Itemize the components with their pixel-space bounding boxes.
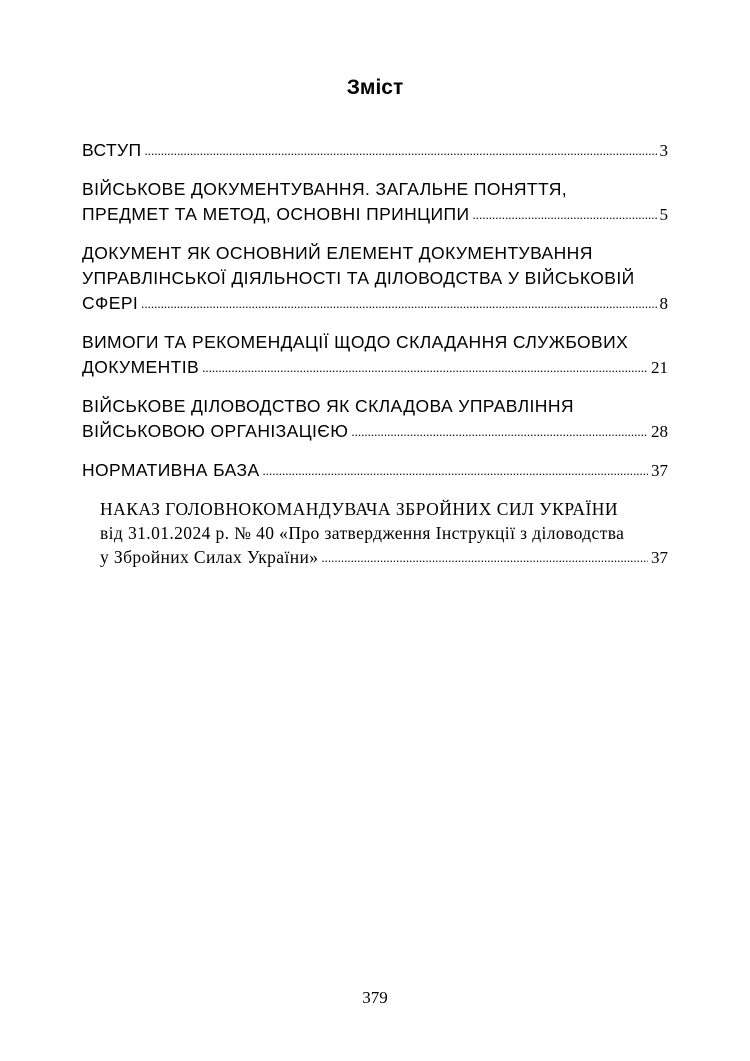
toc-entry-military-records[interactable]	[82, 394, 668, 445]
toc-entry-requirements[interactable]	[82, 330, 668, 381]
toc-entry-military-documentation[interactable]	[82, 177, 668, 228]
toc-entry-text: СФЕРІ	[82, 293, 139, 313]
toc-page-number: 8	[659, 294, 668, 313]
toc-entry-intro[interactable]	[82, 138, 668, 164]
toc-page-number: 3	[659, 141, 668, 160]
toc-entry-text: НАКАЗ ГОЛОВНОКОМАНДУВАЧА ЗБРОЙНИХ СИЛ УКРАЇНИ	[100, 499, 619, 519]
toc-page-number: 21	[651, 358, 668, 377]
toc-page-number: 28	[651, 422, 668, 441]
dot-leader	[145, 138, 657, 163]
dot-leader	[472, 202, 656, 227]
toc-entry-text: НОРМАТИВНА БАЗА	[82, 460, 260, 480]
toc-entry-normative-base[interactable]	[82, 458, 668, 484]
toc-entry-text: ПРЕДМЕТ ТА МЕТОД, ОСНОВНІ ПРИНЦИПИ	[82, 204, 470, 224]
page-title: Зміст	[346, 76, 404, 99]
dot-leader	[321, 546, 648, 570]
toc-entry-text: УПРАВЛІНСЬКОЇ ДІЯЛЬНОСТІ ТА ДІЛОВОДСТВА У ВІЙСЬКОВІЙ	[82, 268, 635, 288]
dot-leader	[263, 458, 648, 483]
toc-entry-text: ВІЙСЬКОВЕ ДОКУМЕНТУВАННЯ. ЗАГАЛЬНЕ ПОНЯТТЯ,	[82, 179, 568, 199]
toc-entry-text: ВСТУП	[82, 140, 142, 160]
toc-page-number: 5	[659, 205, 668, 224]
table-of-contents	[82, 138, 668, 584]
toc-entry-text: ВИМОГИ ТА РЕКОМЕНДАЦІЇ ЩОДО СКЛАДАННЯ СЛУЖБОВИХ	[82, 332, 629, 352]
toc-page-number: 37	[651, 461, 668, 480]
toc-entry-text: ДОКУМЕНТ ЯК ОСНОВНИЙ ЕЛЕМЕНТ ДОКУМЕНТУВАННЯ	[82, 243, 593, 263]
toc-entry-text: ДОКУМЕНТІВ	[82, 357, 200, 377]
toc-page-number: 37	[651, 548, 668, 567]
toc-entry-text: ВІЙСЬКОВЕ ДІЛОВОДСТВО ЯК СКЛАДОВА УПРАВЛІННЯ	[82, 396, 574, 416]
toc-entry-text: від 31.01.2024 р. № 40 «Про затвердження Інструкції з діловодства	[100, 523, 625, 543]
toc-entry-document-element[interactable]	[82, 241, 668, 317]
dot-leader	[351, 419, 648, 444]
toc-entry-text: у Збройних Силах України»	[100, 547, 319, 567]
page-number: 379	[362, 988, 388, 1007]
dot-leader	[141, 291, 656, 316]
toc-subentry-order[interactable]	[100, 497, 668, 571]
toc-entry-text: ВІЙСЬКОВОЮ ОРГАНІЗАЦІЄЮ	[82, 421, 349, 441]
dot-leader	[202, 355, 648, 380]
